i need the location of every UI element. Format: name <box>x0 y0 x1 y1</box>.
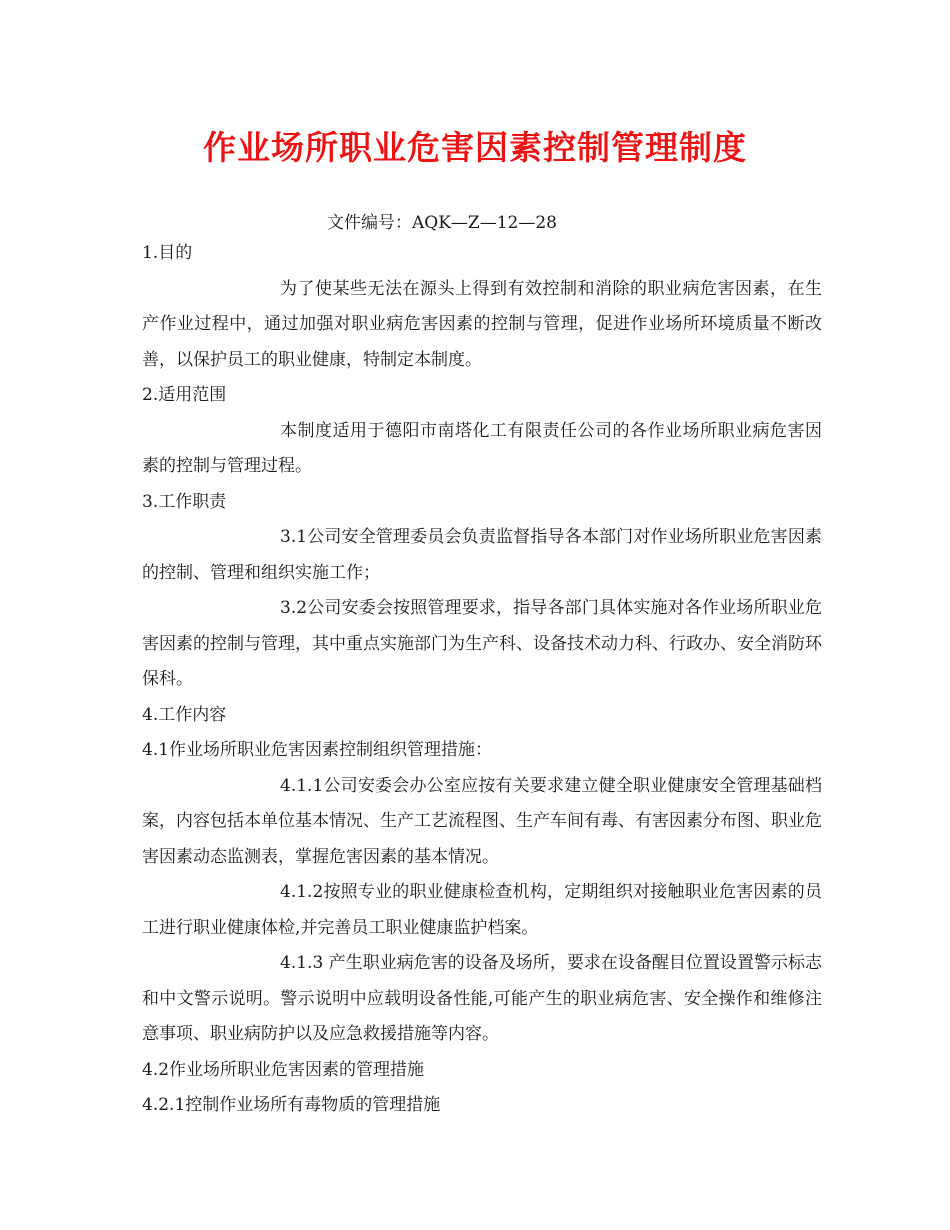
section-heading-purpose: 1.目的 <box>142 243 193 263</box>
document-title: 作业场所职业危害因素控制管理制度 <box>203 128 747 167</box>
subsection-heading-4-2-1: 4.2.1控制作业场所有毒物质的管理措施 <box>142 1095 441 1115</box>
section-heading-duties: 3.工作职责 <box>142 491 227 512</box>
section-heading-scope: 2.适用范围 <box>142 385 227 405</box>
section-heading-work-content: 4.工作内容 <box>142 704 227 725</box>
document-number: 文件编号：AQK—Z—12—28 <box>327 213 557 233</box>
paragraph-duty-3-2: 3.2公司安委会按照管理要求，指导各部门具体实施对各作业场所职业危害因素的控制与管理，其中重点实施部门为生产科、设备技术动力科、行政办、安全消防环保科。 <box>142 598 822 689</box>
paragraph-4-1-2: 4.1.2按照专业的职业健康检查机构，定期组织对接触职业危害因素的员工进行职业健康体检,并完善员工职业健康监护档案。 <box>142 882 822 938</box>
subsection-heading-4-1: 4.1作业场所职业危害因素控制组织管理措施： <box>142 740 493 760</box>
paragraph-4-1-3: 4.1.3 产生职业病危害的设备及场所，要求在设备醒目位置设置警示标志和中文警示说明。警示说明中应载明设备性能,可能产生的职业病危害、安全操作和维修注意事项、职业病防护以及应急救援措施等内容。 <box>142 953 822 1044</box>
paragraph-duty-3-1: 3.1公司安全管理委员会负责监督指导各本部门对作业场所职业危害因素的控制、管理和组织实施工作； <box>142 527 822 583</box>
subsection-heading-4-2: 4.2作业场所职业危害因素的管理措施 <box>142 1059 425 1080</box>
document-body <box>142 236 822 1124</box>
paragraph-purpose: 为了使某些无法在源头上得到有效控制和消除的职业病危害因素，在生产作业过程中，通过加强对职业病危害因素的控制与管理，促进作业场所环境质量不断改善，以保护员工的职业健康，特制定本制度。 <box>142 278 822 370</box>
paragraph-4-1-1: 4.1.1公司安委会办公室应按有关要求建立健全职业健康安全管理基础档案，内容包括本单位基本情况、生产工艺流程图、生产车间有毒、有害因素分布图、职业危害因素动态监测表，掌握危害因素的基本情况。 <box>142 775 822 867</box>
paragraph-scope: 本制度适用于德阳市南塔化工有限责任公司的各作业场所职业病危害因素的控制与管理过程。 <box>142 420 822 476</box>
